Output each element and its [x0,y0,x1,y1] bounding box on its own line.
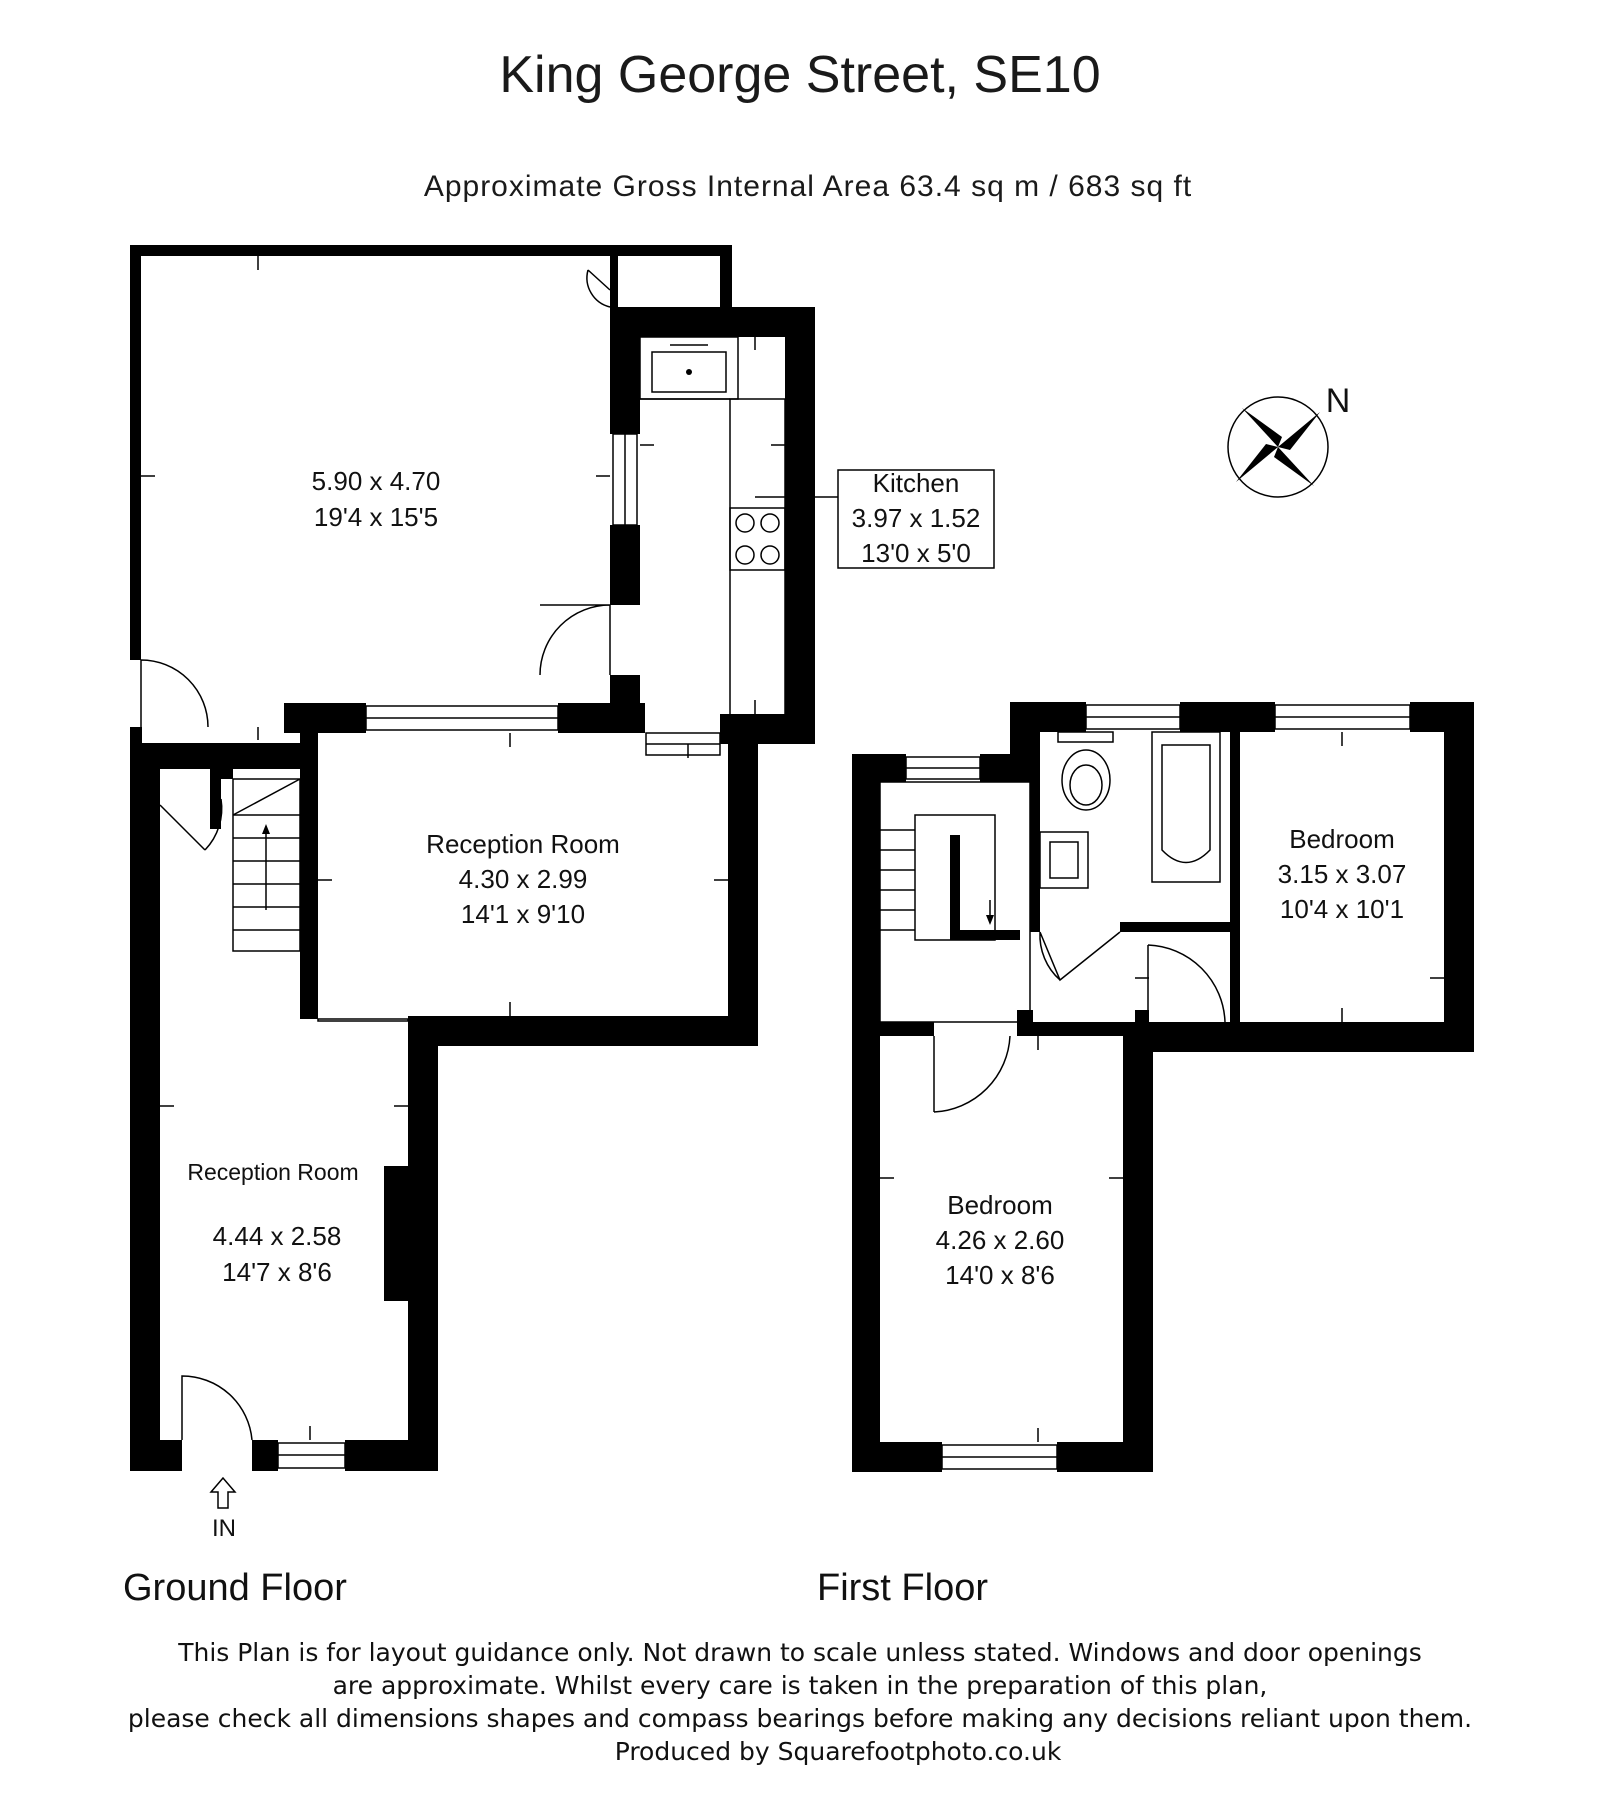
kitchen-imperial: 13'0 x 5'0 [861,538,971,568]
disclaimer-line-1: This Plan is for layout guidance only. Not drawn to scale unless stated. Windows and door openings [178,1638,1422,1667]
bedroom-2-imperial: 14'0 x 8'6 [945,1260,1055,1290]
disclaimer-line-2: are approximate. Whilst every care is taken in the preparation of this plan, [332,1671,1268,1700]
page-title: King George Street, SE10 [499,46,1101,104]
disclaimer-line-3: please check all dimensions shapes and compass bearings before making any decisions reliant upon them. [127,1704,1473,1733]
first-floor-windows [906,705,1410,1469]
bedroom-1-label: Bedroom [1289,824,1395,854]
first-floor-walls [852,702,1474,1472]
area-subtitle: Approximate Gross Internal Area 63.4 sq m / 683 sq ft [423,170,1193,203]
kitchen-label: Kitchen [872,468,960,498]
entrance-label: IN [212,1515,236,1542]
producer-credit: Produced by Squarefootphoto.co.uk [614,1737,1062,1766]
ground-floor-windows [278,434,720,1468]
ground-floor-title: Ground Floor [123,1567,347,1609]
kitchen-metric: 3.97 x 1.52 [851,503,981,533]
first-floor-stairs [880,782,1030,1022]
bedroom-1-metric: 3.15 x 3.07 [1277,859,1407,889]
compass-icon [1228,397,1328,497]
kitchen-fittings [640,337,785,715]
garden-room-imperial: 19'4 x 15'5 [313,502,439,532]
reception-room-2-imperial: 14'7 x 8'6 [222,1257,332,1287]
reception-room-1-metric: 4.30 x 2.99 [458,864,588,894]
bathroom-fittings [1040,732,1220,888]
first-floor-title: First Floor [817,1567,988,1609]
bedroom-1-imperial: 10'4 x 10'1 [1279,894,1405,924]
compass-label: N [1325,382,1351,420]
reception-room-1-imperial: 14'1 x 9'10 [460,899,586,929]
bedroom-2-metric: 4.26 x 2.60 [935,1225,1065,1255]
reception-room-2-metric: 4.44 x 2.58 [212,1221,342,1251]
reception-room-1-label: Reception Room [426,829,620,859]
garden-room-metric: 5.90 x 4.70 [311,466,441,496]
ground-floor-stairs [233,779,408,1021]
entrance-arrow-icon [211,1478,235,1508]
bedroom-2-label: Bedroom [947,1190,1053,1220]
reception-room-2-label: Reception Room [187,1159,359,1185]
